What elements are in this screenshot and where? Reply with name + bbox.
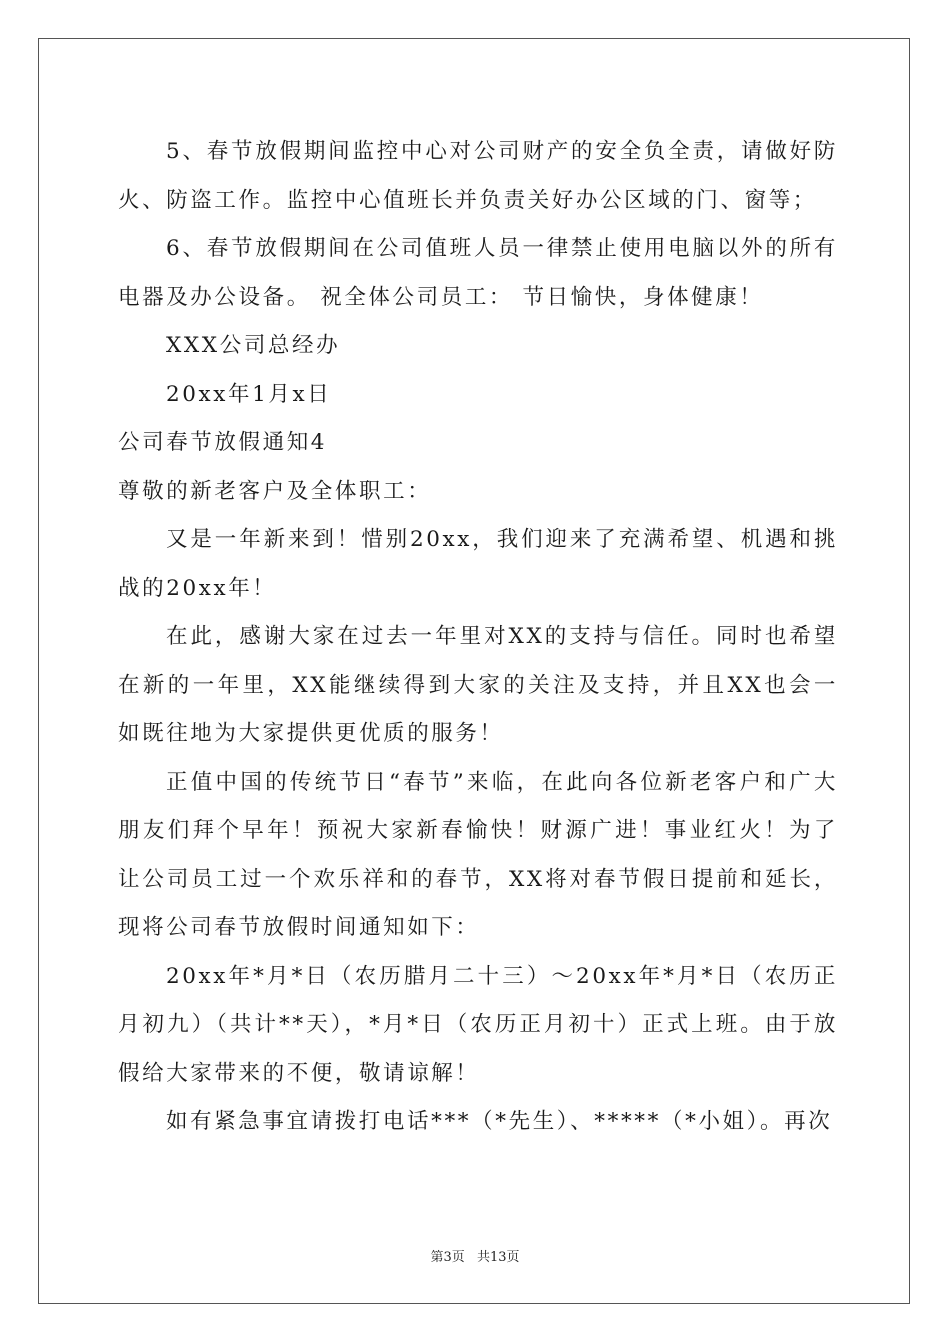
page-total: 共13页 xyxy=(476,1250,520,1265)
paragraph-item-5: 5、春节放假期间监控中心对公司财产的安全负全责，请做好防火、防盗工作。监控中心值班长并负责关好办公区域的门、窗等； xyxy=(118,139,838,213)
signature-company: XXX公司总经办 xyxy=(166,333,341,358)
page-footer xyxy=(0,1246,950,1265)
paragraph-thanks: 在此，感谢大家在过去一年里对XX的支持与信任。同时也希望在新的一年里，XX能继续得到大家的关注及支持，并且XX也会一如既往地为大家提供更优质的服务！ xyxy=(118,624,838,746)
signature-date: 20xx年1月x日 xyxy=(166,381,332,407)
document-body xyxy=(118,128,838,1147)
paragraph-new-year: 又是一年新来到！惜别20xx，我们迎来了充满希望、机遇和挑战的20xx年！ xyxy=(118,527,838,601)
notice-title: 公司春节放假通知4 xyxy=(118,430,328,455)
paragraph-schedule: 20xx年*月*日（农历腊月二十三）～20xx年*月*日（农历正月初九）（共计**天），*月*日（农历正月初十）正式上班。由于放假给大家带来的不便，敬请谅解！ xyxy=(118,963,838,1086)
paragraph-contact: 如有紧急事宜请拨打电话***（*先生）、*****（*小姐）。再次 xyxy=(166,1109,833,1134)
salutation: 尊敬的新老客户及全体职工： xyxy=(118,478,432,504)
page-number: 第3页 xyxy=(430,1250,465,1265)
paragraph-item-6: 6、春节放假期间在公司值班人员一律禁止使用电脑以外的所有电器及办公设备。 祝全体公司员工： 节日愉快，身体健康！ xyxy=(118,236,838,310)
paragraph-festival: 正值中国的传统节日“春节”来临，在此向各位新老客户和广大朋友们拜个早年！预祝大家新春愉快！财源广进！事业红火！为了让公司员工过一个欢乐祥和的春节，XX将对春节假日提前和延长，现将公司春节放假时间通知如下： xyxy=(118,769,838,940)
